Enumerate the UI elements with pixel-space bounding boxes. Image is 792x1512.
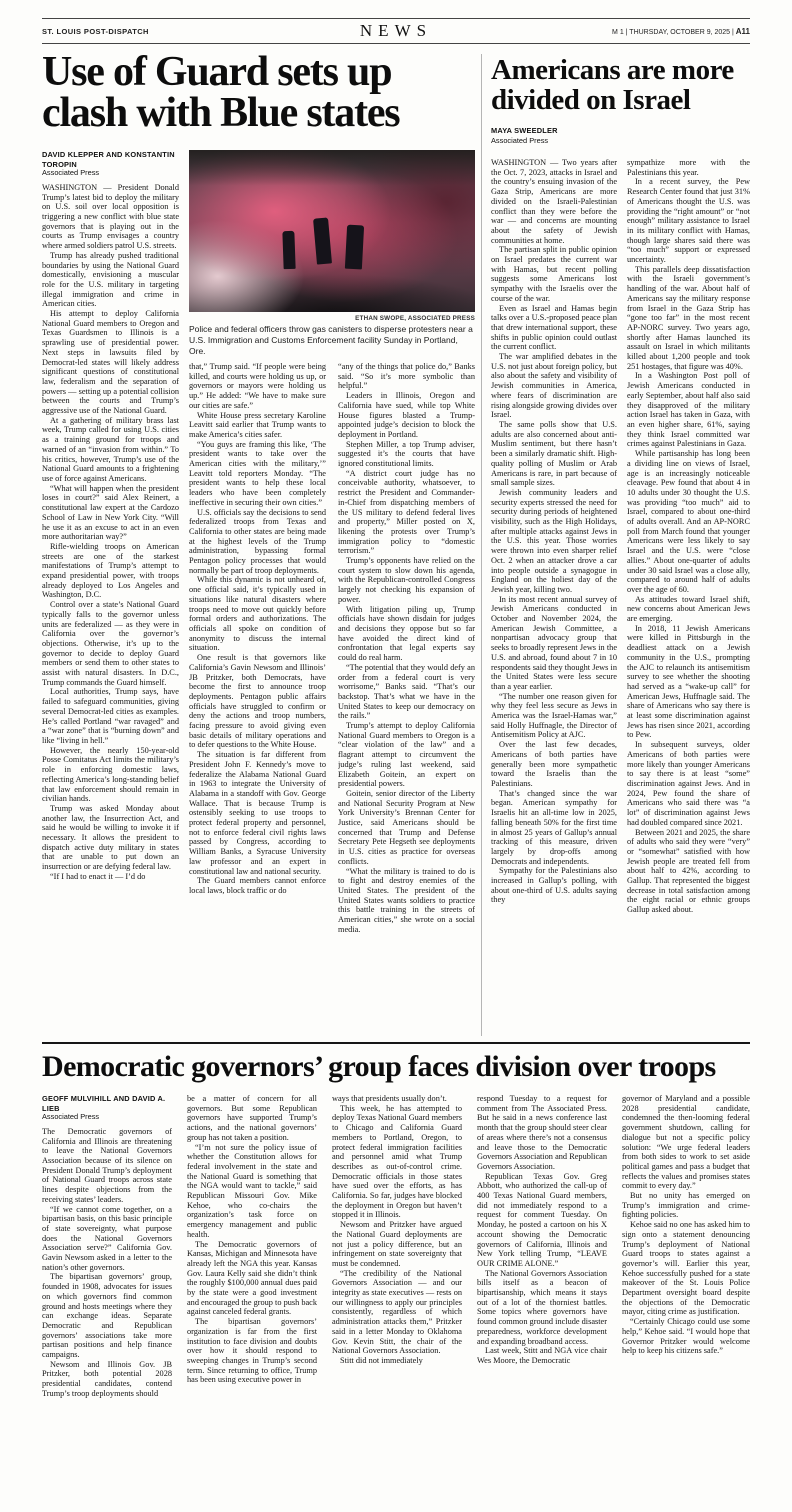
paragraph: Stitt did not immediately (340, 1355, 423, 1365)
paragraph: governor of Maryland and a possible 2028 presidential candidate, condemned the then-looming federal government shutdown, calling for dialogue but not a specific policy solution: “We urge federal leaders from both sides to work to set aside political games and pass a budget that reflects the values and promises states commit to every day.” (622, 1094, 750, 1191)
paragraph: “If I had to enact it — I’d do (50, 871, 146, 881)
paragraph: Local authorities, Trump says, have failed to safeguard communities, giving several Democrat-led cities as examples. He’s called Portland “war ravaged” and a “war zone” that is “burning down” and like “living in hell.” (42, 687, 179, 745)
paragraph: While partisanship has long been a dividing line on views of Israel, age is an increasingly noticeable cleavage. Pew found that about 4 in 10 adults under 30 thought the U.S. was providing “too much” aid to Israel, compared to about one-third of adults overall. And an AP-NORC poll from March found that younger Americans were less likely to say Israel and the U.S. were “close allies.” About one-quarter of adults under 30 said Israel was a close ally, compared to around half of adults over the age of 60. (627, 449, 750, 594)
paragraph: With litigation piling up, Trump officials have shown disdain for judges and decisions they oppose but so far have avoided the direct kind of confrontation that legal experts say could do real harm. (338, 604, 475, 663)
paragraph: Control over a state’s National Guard typically falls to the governor unless units are federalized — as they were in California over the governor’s objections. Otherwise, it’s up to the governor to decide to deploy Guard members or send them to other states to assist with natural disasters. In D.C., Trump commands the Guard himself. (42, 600, 179, 687)
paragraph: “The potential that they would defy an order from a federal court is very worrisome,” Banks said. “That’s our backstop. That’s what we have in the United States to keep our democracy on the rails.” (338, 662, 475, 721)
israel-headline-line2: divided on Israel (491, 83, 691, 116)
israel-article-column-1 (491, 158, 617, 1036)
governors-article-column-1 (42, 1094, 172, 1506)
israel-headline-line1: Americans are more (491, 54, 734, 86)
paragraph: Trump’s attempt to deploy California National Guard members to Oregon is a “clear violation of the law” and a flagrant attempt to circumvent the judge’s ruling last weekend, said Elizabeth Goitein, an expert on presidential powers. (338, 721, 475, 789)
paragraph: While this dynamic is not unheard of, one official said, it’s typically used in situations like natural disasters where troops need to move out quickly before formal orders and authorizations. The officials all spoke on condition of anonymity to discuss the internal situation. (189, 575, 326, 653)
governors-byline (42, 1094, 172, 1122)
paragraph: Republican Texas Gov. Greg Abbott, who authorized the call-up of 400 Texas National Guard members, did not immediately respond to a request for comment Tuesday. On Monday, he posted a cartoon on his X account showing the Democratic governors of California, Illinois and New York telling Trump, “LEAVE OUR CRIME ALONE.” (477, 1171, 607, 1268)
newspaper-name: ST. LOUIS POST-DISPATCH (42, 26, 149, 36)
paragraph: “What will happen when the president loses in court?” said Alex Reinert, a constitutional law expert at the Cardozo School of Law in New York City. “Will he use it as an excuse to act in an even more authoritarian way?” (42, 483, 179, 542)
paragraph: “The credibility of the National Governors Association — and our integrity as state executives — rests on our willingness to apply our principles consistently, regardless of which administration attacks them,” Pritzker said in a letter Monday to Oklahoma Gov. Kevin Stitt, the chair of the National Governors Association. (332, 1268, 462, 1356)
paragraph: Rifle-wielding troops on American streets are one of the starkest manifestations of Trump’s attempt to expand presidential power, with troops already deployed to Los Angeles and Washington, D.C. (42, 541, 179, 600)
paragraph: Between 2021 and 2025, the share of adults who said they were “very” or “somewhat” satisfied with how Jewish people are treated fell from about half to 42%, according to Gallup. That represented the biggest decrease in total satisfaction among the eight racial or ethnic groups Gallup asked about. (627, 827, 750, 915)
lead-headline-line2: clash with Blue states (42, 90, 400, 137)
paragraph: Trump was asked Monday about another law, the Insurrection Act, and said he would be willing to invoke it if necessary. It allows the president to dispatch active duty military in states that are unable to put down an insurrection or are defying federal law. (42, 803, 179, 872)
paragraph: Leaders in Illinois, Oregon and California have sued, while top White House figures blasted a Trump-appointed judge’s decision to block the deployment in Portland. (338, 391, 475, 439)
lead-photo-block (189, 150, 475, 357)
lead-byline (42, 150, 179, 178)
paragraph: The National Governors Association bills itself as a beacon of bipartisanship, which means it stays out of a lot of the thorniest battles. Some topics where governors have found common ground include disaster preparedness, workforce development and expanding broadband access. (477, 1268, 607, 1346)
paragraph: “A district court judge has no conceivable authority, whatsoever, to restrict the President and Commander-in-Chief from dispatching members of the US military to defend federal lives and property,” Miller posted on X, likening the protests over Trump’s immigration policy to “domestic terrorism.” (338, 468, 475, 556)
paragraph: The Democratic governors of California and Illinois are threatening to leave the National Governors Association because of its silence on President Donald Trump’s deployment of National Guard troops across state lines despite objections from the receiving states’ leaders. (42, 1126, 172, 1204)
column-divider-rule (481, 54, 482, 1036)
paragraph: That’s changed since the war began. American sympathy for Israelis hit an all-time low in 2025, falling beneath 50% for the first time in almost 25 years of Gallup’s annual tracking of this measure, driven largely by drop-offs among Democrats and independents. (491, 788, 617, 866)
photo-caption: Police and federal officers throw gas canisters to disperse protesters near a U.S. Immigration and Customs Enforcement facility Sunday in Portland, Ore. (189, 324, 473, 357)
lead-article-column-2 (189, 362, 326, 1036)
paragraph: The bipartisan governors’ organization is far from the first institution to face division and doubts over how it should respond to sweeping changes in Trump’s second term. Since returning to office, Trump has been using executive power in (187, 1317, 317, 1385)
paragraph: One result is that governors like California’s Gavin Newsom and Illinois’ JB Pritzker, both Democrats, have become the first to announce troop deployments. Pentagon public affairs officials have struggled to confirm or deny the actions and troop numbers, facing pressure to avoid giving even basic details of military operations and to defer questions to the White House. (189, 653, 326, 750)
paragraph: His attempt to deploy California National Guard members to Oregon and Texas Guardsmen to Illinois is a sprawling use of presidential power. Next steps in lawsuits filed by Democrat-led states will likely address significant questions of constitutional law, federalism and the separation of powers — setting up a potential collision between the courts and Trump’s aggressive use of the National Guard. (42, 309, 179, 416)
paragraph: Trump’s opponents have relied on the court system to slow down his agenda, with the Republican-controlled Congress largely not checking his expansion of power. (338, 556, 475, 604)
photo-credit: ETHAN SWOPE, ASSOCIATED PRESS (355, 315, 475, 322)
protest-photo (189, 150, 475, 312)
paragraph: Stephen Miller, a top Trump adviser, suggested it’s the courts that have ignored constitutional limits. (338, 439, 475, 469)
paragraph: ways that presidents usually don’t. (332, 1094, 447, 1103)
paragraph: The bipartisan governors’ group, founded in 1908, advocates for issues on which governors find common ground and hosts meetings where they can exchange ideas. Separate Democratic and Republican governors’ associations take more partisan positions and help finance campaigns. (42, 1272, 172, 1360)
byline-authors: GEOFF MULVIHILL AND DAVID A. LIEB (42, 1094, 166, 1113)
governors-article-column-3 (332, 1094, 462, 1506)
paragraph: “If we cannot come together, on a bipartisan basis, on this basic principle of state sovereignty, what purpose does the National Governors Association serve?” California Gov. Gavin Newsom asked in a letter to the nation’s other governors. (42, 1204, 172, 1272)
paragraph: “any of the things that police do,” Banks said. “So it’s more symbolic than helpful.” (338, 362, 475, 391)
paragraph: In subsequent surveys, older Americans of both parties were more likely than younger Americans to say there is at least “some” discrimination against Jews. And in 2024, Pew found the share of Americans who said there was “a lot” of discrimination against Jews had doubled compared since 2021. (627, 740, 750, 827)
section-title: NEWS (359, 21, 433, 40)
byline-organization: Associated Press (42, 168, 100, 178)
paragraph: The situation is far different from President John F. Kennedy’s move to federalize the Alabama National Guard in 1963 to integrate the University of Alabama in a standoff with Gov. George Wallace. That is because Trump is ostensibly seeking to use troops to protect federal property and personnel, not to enforce federal civil rights laws passed by Congress, according to William Banks, a Syracuse University law professor and an expert in constitutional law and national security. (189, 750, 326, 876)
paragraph: At a gathering of military brass last week, Trump called for using U.S. cities as a training ground for troops and warned of an “invasion from within.” To his critics, however, Trump’s use of the National Guard amounts to a frightening use of force against Americans. (42, 415, 179, 483)
lead-article-column-1 (42, 150, 179, 1036)
paragraph: “You guys are framing this like, ‘The president wants to take over the American cities with the military,’” Leavitt told reporters Monday. “The president wants to help these local leaders who have been completely ineffective in securing their own cities.” (189, 439, 326, 507)
paragraph: Jewish community leaders and security experts stressed the need for security during periods of heightened visibility, such as the High Holidays, after multiple attacks against Jews in the U.S. this year. Those worries were thrown into even sharper relief Oct. 2 when an attacker drove a car into people outside a synagogue in England on the holiest day of the Jewish year, killing two. (491, 487, 617, 594)
paragraph: In a Washington Post poll of Jewish Americans conducted in early September, about half also said they disapproved of the military action Israel has taken in Gaza, with an even higher share, 61%, saying they think Israel committed war crimes against Palestinians in Gaza. (627, 371, 750, 449)
paragraph: Over the last few decades, Americans of both parties have generally been more sympathetic toward the Israelis than the Palestinians. (491, 740, 617, 788)
paragraph: “Certainly Chicago could use some help,” Kehoe said. “I would hope that Governor Pritzker would welcome help to keep his citizens safe.” (622, 1317, 750, 1356)
paragraph: WASHINGTON — President Donald Trump’s latest bid to deploy the military on U.S. soil over local opposition is triggering a new conflict with blue state governors that is playing out in the courts as Trump envisages a country where armed soldiers patrol U.S. streets. (42, 182, 179, 251)
governors-article-column-4 (477, 1094, 607, 1506)
paragraph: U.S. officials say the decisions to send federalized troops from Texas and California to other states are being made at the highest levels of the Trump administration, bypassing formal Pentagon policy processes that would normally be part of troop deployments. (189, 507, 326, 575)
paragraph: be a matter of concern for all governors. But some Republican governors have supported Trump’s actions, and the national governors’ group has not taken a position. (187, 1094, 317, 1142)
section-divider-rule (42, 1042, 750, 1044)
byline-authors: DAVID KLEPPER AND KONSTANTIN TOROPIN (42, 150, 175, 169)
paragraph: respond Tuesday to a request for comment from The Associated Press. But he said in a news conference last month that the group should steer clear of areas where there’s not a consensus and leave those to the Democratic Governors Association and Republican Governors Association. (477, 1094, 607, 1171)
paragraph: Kehoe said no one has asked him to sign onto a statement denouncing Trump’s deployment of National Guard troops to states against a governor’s will. Earlier this year, Kehoe successfully pushed for a state makeover of the St. Louis Police Department oversight board despite the objections of the Democratic mayor, citing crime as justification. (622, 1220, 750, 1317)
paragraph: However, the nearly 150-year-old Posse Comitatus Act limits the military’s role in enforcing domestic laws, reflecting America’s long-standing belief that law enforcement should remain in civilian hands. (42, 745, 179, 804)
paragraph: This week, he has attempted to deploy Texas National Guard members to Chicago and California Guard members to Portland, Oregon, to protect federal immigration facilities and personnel amid what Trump describes as out-of-control crime. Democratic officials in those states have sued over the efforts, as has California. So far, judges have blocked the deployment in Oregon but haven’t stopped it in Illinois. (332, 1103, 462, 1220)
officer-silhouette (345, 224, 364, 269)
governors-article-column-2 (187, 1094, 317, 1506)
paragraph: In 2018, 11 Jewish Americans were killed in Pittsburgh in the deadliest attack on a Jewish community in the U.S., prompting the AJC to relaunch its antisemitism survey to see whether the shooting had served as a “wake-up call” for American Jews, Huffnagle said. The share of Americans who say there is at least some discrimination against Jews has risen since 2021, according to Pew. (627, 623, 750, 740)
paragraph: The Guard members cannot enforce local laws, block traffic or do (189, 876, 326, 895)
paragraph: The same polls show that U.S. adults are also concerned about anti-Muslim sentiment, but there hasn’t been a similarly dramatic shift. High-quality polling of Muslim or Arab Americans is rare, in part because of small sample sizes. (491, 419, 617, 488)
paragraph: that,” Trump said. “If people were being killed, and courts were holding us up, or governors or mayors were holding us up.” He added: “We have to make sure our cities are safe.” (189, 362, 326, 410)
paragraph: In its most recent annual survey of Jewish Americans conducted in October and November 2024, the American Jewish Committee, a nonpartisan advocacy group that seeks to broadly represent Jews in the U.S. and abroad, found about 7 in 10 respondents said they thought Jews in the United States were less secure than a year earlier. (491, 594, 617, 691)
governors-article-column-5 (622, 1094, 750, 1506)
masthead (42, 18, 750, 44)
paragraph: Last week, Stitt and NGA vice chair Wes Moore, the Democratic (477, 1346, 607, 1365)
paragraph: Trump has already pushed traditional boundaries by using the National Guard domestically, envisioning a muscular role for the U.S. military in targeting illegal immigration and crime in American cities. (42, 250, 179, 309)
paragraph: Goitein, senior director of the Liberty and National Security Program at New York University’s Brennan Center for Justice, said Americans should be concerned that Trump and Defense Secretary Pete Hegseth see deployments in U.S. cities as practice for overseas conflicts. (338, 788, 475, 866)
paragraph: Even as Israel and Hamas begin talks over a U.S.-proposed peace plan that drew international support, these shifts in public opinion could outlast the current conflict. (491, 303, 617, 352)
israel-headline (491, 56, 734, 115)
paragraph: WASHINGTON — Two years after the Oct. 7, 2023, attacks in Israel and the country’s ensuing invasion of the Gaza Strip, Americans are more divided on the Israeli-Palestinian conflict than they were before the war — and concerns are mounting about the safety of Jewish communities at home. (491, 158, 617, 245)
officer-silhouette (283, 231, 296, 269)
officer-silhouette (313, 217, 332, 264)
paragraph: Sympathy for the Palestinians also increased in Gallup’s polling, with about one-third of U.S. adults saying they (491, 866, 617, 905)
paragraph: In a recent survey, the Pew Research Center found that just 31% of Americans thought the U.S. was providing the “right amount” or “not enough” military assistance to Israel in its military conflict with Hamas, though large shares said there was “too much” support or expressed uncertainty. (627, 177, 750, 265)
paragraph: The partisan split in public opinion on Israel predates the current war with Hamas, but recent polling suggests some Americans lost sympathy with the Israelis over the course of the war. (491, 245, 617, 303)
israel-article-column-2 (627, 158, 750, 1036)
paragraph: This parallels deep dissatisfaction with the Israeli government’s handling of the war. About half of Americans say the military response from Israel in the Gaza Strip has “gone too far” in the most recent AP-NORC survey. Two years ago, shortly after Hamas launched its assault on Israel in which militants killed about 1,200 people and took 251 hostages, that figure was 40%. (627, 264, 750, 371)
paragraph: Newsom and Pritzker have argued the National Guard deployments are not just a policy difference, but an infringement on state sovereignty that must be condemned. (332, 1220, 462, 1268)
byline-authors: MAYA SWEEDLER (491, 126, 558, 135)
paragraph: sympathize more with the Palestinians this year. (627, 158, 750, 177)
lead-article-column-3 (338, 362, 475, 1036)
paragraph: “What the military is trained to do is to fight and destroy enemies of the United States. The president of the United States wants soldiers to practice this battle training in the streets of American cities,” she wrote on a social media. (338, 866, 475, 934)
lead-headline (42, 49, 400, 137)
edition-info (530, 27, 750, 36)
byline-organization: Associated Press (42, 1112, 100, 1122)
paragraph: As attitudes toward Israel shift, new concerns about American Jews are emerging. (627, 594, 750, 624)
israel-byline (491, 126, 558, 145)
paragraph: The war amplified debates in the U.S. not just about foreign policy, but also about the safety and visibility of Jewish communities in America, where fears of discrimination are rising alongside growing divides over Israel. (491, 352, 617, 420)
edition-date: M 1 | THURSDAY, OCTOBER 9, 2025 | (612, 28, 736, 36)
lead-headline-line1: Use of Guard sets up (42, 49, 392, 95)
paragraph: White House press secretary Karoline Leavitt said earlier that Trump wants to make America’s cities safer. (189, 410, 326, 439)
paragraph: “The number one reason given for why they feel less secure as Jews in America was the Israel-Hamas war,” said Holly Huffnagle, the Director of Antisemitism Policy at AJC. (491, 691, 617, 740)
paragraph: “I’m not sure the policy issue of whether the Constitution allows for federal involvement in the state and the National Guard is something that the NGA would want to tackle,” said Republican Missouri Gov. Mike Kehoe, who co-chairs the organization’s task force on emergency management and public health. (187, 1142, 317, 1239)
paragraph: Newsom and Illinois Gov. JB Pritzker, both potential 2028 presidential candidates, contend Trump’s troop deployments should (42, 1359, 172, 1398)
paragraph: But no unity has emerged on Trump’s immigration and crime-fighting policies. (622, 1191, 750, 1220)
byline-organization: Associated Press (491, 135, 549, 145)
paragraph: The Democratic governors of Kansas, Michigan and Minnesota have already left the NGA this year. Kansas Gov. Laura Kelly said she didn’t think the roughly $100,000 annual dues paid by the state were a good investment and encouraged the group to push back against canceled federal grants. (187, 1239, 317, 1317)
page-number: A11 (735, 26, 750, 36)
governors-headline: Democratic governors’ group faces division over troops (42, 1050, 716, 1083)
